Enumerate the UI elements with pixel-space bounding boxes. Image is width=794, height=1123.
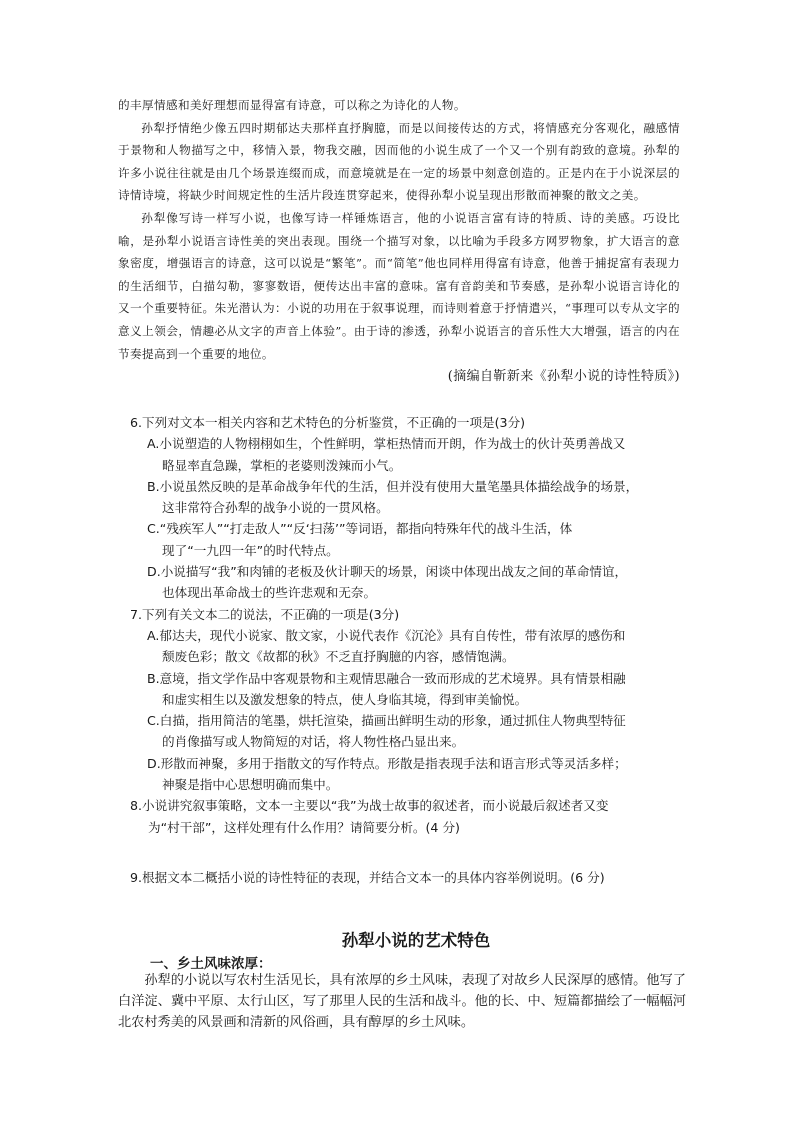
question-7-option-b [147,668,690,711]
passage-text [118,94,680,387]
question-7-option-c [147,710,690,753]
question-8-line-2: 为“村干部”，这样处理有什么作用？请简要分析。(4 分) [148,819,460,835]
option-letter: B. [147,670,160,686]
option-text: 小说描写“我”和肉铺的老板及伙计聊天的场景，闲谈中体现出战友之间的革命情谊， [160,564,628,580]
option-letter: C. [147,713,160,729]
option-text-cont: 神聚是指中心思想明确而集中。 [162,777,339,793]
option-letter: D. [147,564,161,580]
option-letter: B. [147,478,160,494]
section-body [118,970,686,1034]
option-letter: C. [147,521,160,537]
option-text-cont: 和虚实相生以及激发想象的特点，使人身临其境，得到审美愉悦。 [162,691,528,707]
option-text: “残疾军人”“打走敌人”“反‘扫荡’”等词语，都指向特殊年代的战斗生活，体 [159,521,573,537]
section-subhead: 一、乡土风味浓厚： [150,956,272,972]
option-text-cont: 现了“一九四一年”的时代特点。 [162,542,339,558]
passage-paragraph-2: 孙犁抒情绝少像五四时期郁达夫那样直抒胸臆，而是以间接传达的方式，将情感充分客观化，融感情于景物和人物描写之中，移情入景，物我交融，因而他的小说生成了一个又一个别有韵致的意境。孙犁的许多小说往往就是由几个场景连缀而成，而意境就是在一定的场景中刻意创造的。正是内在于小说深层的诗情诗境，将缺少时间规定性的生活片段连贯穿起来，使得孙犁小说呈现出形散而神聚的散文之美。 [118,120,680,203]
question-8 [130,795,690,838]
question-6-option-c [147,518,690,561]
question-7-option-d [147,753,690,796]
section-paragraph: 孙犁的小说以写农村生活见长，具有浓厚的乡土风味，表现了对故乡人民深厚的感情。他写了白洋淀、冀中平原、太行山区，写了那里人民的生活和战斗。他的长、中、短篇都描绘了一幅幅河北农村秀美的风景画和清新的风俗画，具有醇厚的乡土风味。 [118,973,686,1031]
option-text-cont: 颓废色彩；散文《故都的秋》不乏直抒胸臆的内容，感情饱满。 [162,649,515,665]
question-6-option-a [147,433,690,476]
passage-paragraph-3: 孙犁像写诗一样写小说，也像写诗一样锤炼语言，他的小说语言富有诗的特质、诗的美感。巧设比喻，是孙犁小说语言诗性美的突出表现。围绕一个描写对象，以比喻为手段多方网罗物象，扩大语言的意象密度，增强语言的诗意，这可以说是“繁笔”。而“简笔”他也同样用得富有诗意，他善于捕捉富有表现力的生活细节，白描勾勒，寥寥数语，便传达出丰富的意味。富有音韵美和节奏感，是孙犁小说语言诗化的又一个重要特征。朱光潜认为：小说的功用在于叙事说理，而诗则着意于抒情遣兴，“事理可以专从文字的意义上领会，情趣必从文字的声音上体验”。由于诗的渗透，孙犁小说语言的音乐性大大增强，语言的内在节奏提高到一个重要的地位。 [118,210,680,361]
question-6-option-b [147,476,690,519]
option-letter: D. [147,755,161,771]
question-7-option-a [147,625,690,668]
option-text-cont: 略显率直急躁，掌柜的老婆则泼辣而小气。 [162,457,402,473]
option-text: 白描，指用简洁的笔墨，烘托渲染，描画出鲜明生动的形象，通过抓住人物典型特征 [159,713,626,729]
question-7-stem: 7.下列有关文本二的说法，不正确的一项是(3分) [130,606,400,622]
option-text: 郁达夫，现代小说家、散文家，小说代表作《沉沦》具有自传性，带有浓厚的感伤和 [159,627,626,643]
option-text: 小说虽然反映的是革命战争年代的生活，但并没有使用大量笔墨具体描绘战争的场景， [159,478,639,494]
question-block [130,412,690,838]
section-title: 孙犁小说的艺术特色 [341,931,491,950]
question-8-line-1: 8.小说讲究叙事策略，文本一主要以“我”为战士故事的叙述者，而小说最后叙述者又变 [130,798,609,814]
option-text-cont: 的肖像描写或人物简短的对话，将人物性格凸显出来。 [162,734,465,750]
option-letter: A. [147,436,160,452]
question-6-option-d [147,561,690,604]
option-text: 小说塑造的人物栩栩如生，个性鲜明，掌柜热情而开朗，作为战士的伙计英勇善战又 [159,436,626,452]
option-letter: A. [147,627,160,643]
question-6-stem: 6.下列对文本一相关内容和艺术特色的分析鉴赏，不正确的一项是(3分) [130,415,526,430]
option-text-cont: 这非常符合孙犁的战争小说的一贯风格。 [162,500,389,516]
option-text-cont: 也体现出革命战士的些许悲观和无奈。 [162,585,377,601]
question-9: 9.根据文本二概括小说的诗性特征的表现，并结合文本一的具体内容举例说明。(6 分) [130,870,605,885]
option-text: 形散而神聚，多用于指散文的写作特点。形散是指表现手法和语言形式等灵活多样； [160,755,627,771]
option-text: 意境，指文学作品中客观景物和主观情思融合一致而形成的艺术境界。具有情景相融 [159,670,626,686]
passage-paragraph-1: 的丰厚情感和美好理想而显得富有诗意，可以称之为诗化的人物。 [118,98,466,112]
passage-source: (摘编自靳新来《孙犁小说的诗性特质》) [447,369,680,385]
